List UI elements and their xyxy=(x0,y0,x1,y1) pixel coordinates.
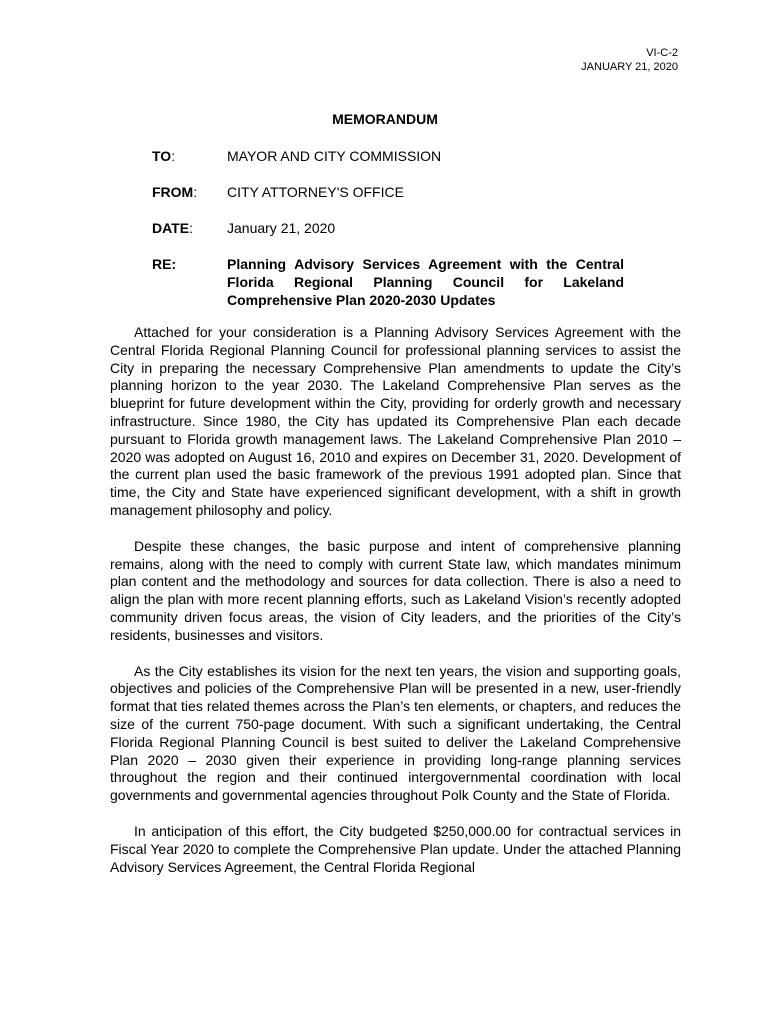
body-paragraph: As the City establishes its vision for the next ten years, the vision and supporting goals, objectives and policies of the Comprehensive Plan will be presented in a new, user-friendly format that ties related themes across the Plan’s ten elements, or chapters, and reduces the size of the current 750-page document. With such a significant undertaking, the Central Florida Regional Planning Council is best suited to deliver the Lakeland Comprehensive Plan 2020 – 2030 given their experience in providing long-range planning services throughout the region and their continued intergovernmental coordination with local governments and governmental agencies throughout Polk County and the State of Florida. xyxy=(110,662,681,804)
memo-title: MEMORANDUM xyxy=(332,111,438,127)
reference-code: VI-C-2 xyxy=(646,47,678,59)
to-value: MAYOR AND CITY COMMISSION xyxy=(227,148,442,164)
from-field xyxy=(152,183,624,201)
re-field xyxy=(152,255,624,309)
reference-date: JANUARY 21, 2020 xyxy=(581,61,678,73)
date-field xyxy=(152,219,624,237)
body-paragraph: In anticipation of this effort, the City budgeted $250,000.00 for contractual services in Fiscal Year 2020 to complete the Comprehensive Plan update. Under the attached Planning Advisory Services Agreement, the Central Florida Regional xyxy=(110,822,681,875)
document-reference xyxy=(581,46,678,74)
to-field xyxy=(152,147,624,165)
body-paragraph: Despite these changes, the basic purpose and intent of comprehensive planning remains, along with the need to comply with current State law, which mandates minimum plan content and the methodology and sources for data collection. There is also a need to align the plan with more recent planning efforts, such as Lakeland Vision’s recently adopted community driven focus areas, the vision of City leaders, and the priorities of the City’s residents, businesses and visitors. xyxy=(110,537,681,643)
re-label: RE: xyxy=(152,256,177,272)
from-value: CITY ATTORNEY'S OFFICE xyxy=(227,184,404,200)
date-value: January 21, 2020 xyxy=(227,220,336,236)
to-label: TO: xyxy=(152,148,176,164)
body-paragraph: Attached for your consideration is a Planning Advisory Services Agreement with the Central Florida Regional Planning Council for professional planning services to assist the City in preparing the necessary Comprehensive Plan amendments to update the City’s planning horizon to the year 2030. The Lakeland Comprehensive Plan serves as the blueprint for future development within the City, providing for orderly growth and necessary infrastructure. Since 1980, the City has updated its Comprehensive Plan each decade pursuant to Florida growth management laws. The Lakeland Comprehensive Plan 2010 – 2020 was adopted on August 16, 2010 and expires on December 31, 2020. Development of the current plan used the basic framework of the previous 1991 adopted plan. Since that time, the City and State have experienced significant development, with a shift in growth management philosophy and policy. xyxy=(110,324,681,518)
from-label: FROM: xyxy=(152,184,198,200)
re-value: Planning Advisory Services Agreement with the Central Florida Regional Planning Council for Lakeland Comprehensive Plan 2020-2030 Updates xyxy=(227,256,624,308)
date-label: DATE: xyxy=(152,220,193,236)
memo-body xyxy=(110,324,681,894)
